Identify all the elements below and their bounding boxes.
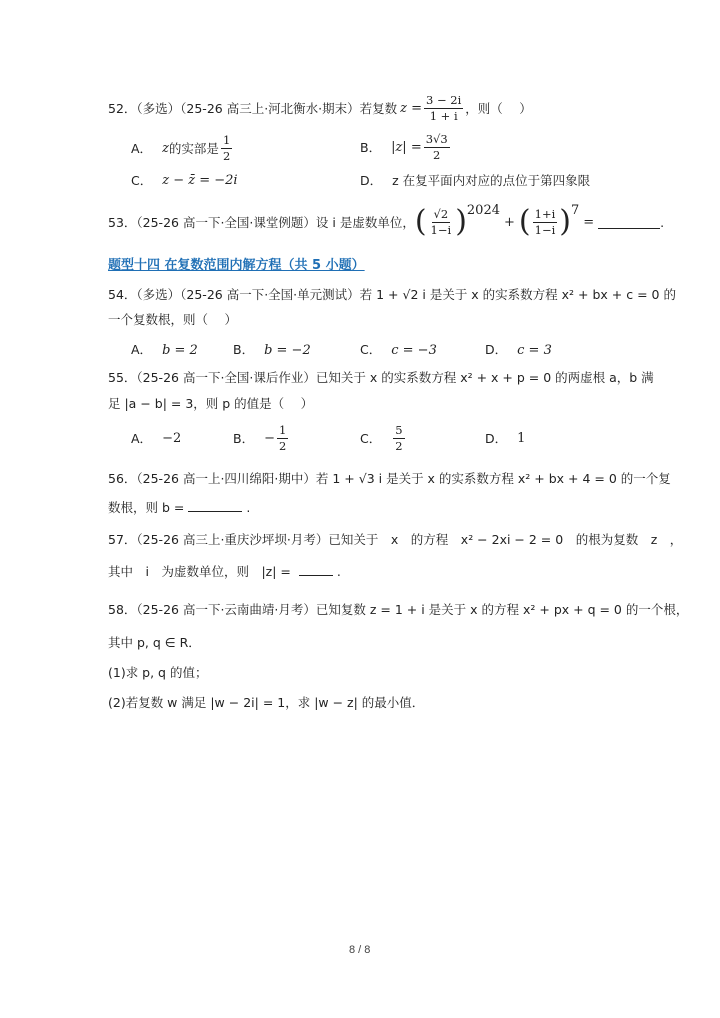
- q52-suffix: ，则（ ）: [465, 101, 532, 116]
- q54-d-label: D．: [485, 342, 508, 357]
- q52-z-eq: z =: [400, 100, 423, 116]
- q53-rparen-1: ): [455, 204, 467, 239]
- q52-b-lhs: |z| =: [391, 139, 422, 155]
- q52-option-d[interactable]: [360, 170, 590, 190]
- q52-d-text: z 在复平面内对应的点位于第四象限: [392, 173, 591, 188]
- q55-b-label: B．: [233, 431, 255, 446]
- q55-b-sign: −: [264, 430, 275, 446]
- q55-b-den: 2: [278, 438, 287, 453]
- q52-a-text: 的实部是: [168, 141, 219, 156]
- q53-rparen-2: ): [559, 204, 571, 239]
- q54-c-text: c = −3: [391, 343, 437, 358]
- q54-b-text: b = −2: [264, 343, 311, 358]
- q57-line-2-text: 其中 i 为虚数单位，则 |z| =: [108, 564, 291, 579]
- q52-a-den: 2: [222, 148, 231, 163]
- q52-b-den: 2: [433, 147, 441, 162]
- q54-d-text: c = 3: [517, 343, 552, 358]
- q55-a-label: A．: [131, 431, 153, 446]
- q57-end: .: [336, 564, 341, 579]
- q54-option-c[interactable]: [360, 340, 437, 358]
- q52-b-fraction: [424, 132, 450, 163]
- q53-exp-2: 7: [570, 203, 580, 218]
- q54-option-b[interactable]: [233, 340, 311, 358]
- q52-a-fraction: [221, 133, 232, 164]
- q56-end: .: [246, 500, 251, 515]
- q54-b-label: B．: [233, 342, 255, 357]
- q55-line-1: 55．（25-26 高一下·全国·课后作业）已知关于 x 的实系数方程 x² + x + p = 0 的两虚根 a，b 满: [108, 370, 654, 385]
- q58-line-1: 58．（25-26 高一下·云南曲靖·月考）已知复数 z = 1 + i 是关于 x 的方程 x² + px + q = 0 的一个根，: [108, 602, 689, 617]
- q53-answer-blank[interactable]: [598, 216, 660, 229]
- q52-a-var: z: [162, 140, 169, 156]
- q54-c-label: C．: [360, 342, 382, 357]
- q56-line-2-text: 数根，则 b =: [108, 500, 185, 515]
- q54-line-1: 54．（多选）（25-26 高一下·全国·单元测试）若 1 + √2 i 是关于 x 的实系数方程 x² + bx + c = 0 的: [108, 287, 676, 302]
- q53-end: .: [660, 214, 665, 230]
- q52-c-label: C．: [131, 173, 153, 188]
- q52-option-c[interactable]: [131, 170, 238, 190]
- q55-c-fraction: [393, 423, 404, 454]
- q57-answer-blank[interactable]: [299, 563, 333, 576]
- q55-option-d[interactable]: [485, 428, 525, 448]
- q56-line-1: 56．（25-26 高一上·四川绵阳·期中）若 1 + √3 i 是关于 x 的实系数方程 x² + bx + 4 = 0 的一个复: [108, 471, 671, 486]
- q53-lparen-2: (: [518, 204, 531, 239]
- q55-c-den: 2: [395, 438, 403, 453]
- q53-lparen-1: (: [414, 204, 427, 239]
- q52-numerator: 3 − 2i: [426, 92, 462, 107]
- q52-option-b[interactable]: [360, 129, 452, 165]
- q57-line-1: 57．（25-26 高三上·重庆沙坪坝·月考）已知关于 x 的方程 x² − 2xi − 2 = 0 的根为复数 z ，: [108, 532, 683, 547]
- q54-option-d[interactable]: [485, 340, 552, 358]
- section-heading: 题型十四 在复数范围内解方程（共 5 小题）: [108, 258, 365, 273]
- q58-sub-1: (1)求 p, q 的值；: [108, 665, 208, 680]
- q58-sub-2: (2)若复数 w 满足 |w − 2i| = 1，求 |w − z| 的最小值．: [108, 695, 425, 710]
- q52-prefix: 52．（多选）（25-26 高三上·河北衡水·期末）若复数: [108, 101, 398, 116]
- q55-b-fraction: [277, 423, 288, 454]
- q56-answer-blank[interactable]: [188, 499, 242, 512]
- q52-denominator: 1 + i: [429, 108, 458, 123]
- q55-a-text: −2: [162, 430, 182, 446]
- q53-exp-1: 2024: [466, 203, 500, 218]
- question-52: [108, 90, 532, 126]
- q55-option-a[interactable]: [131, 428, 181, 448]
- q54-a-label: A．: [131, 342, 153, 357]
- q53-f2-den: 1−i: [534, 222, 556, 237]
- page-number: 8 / 8: [349, 944, 371, 956]
- q53-fraction-1: [429, 207, 454, 238]
- q53-eq: =: [583, 214, 595, 230]
- q53-plus: +: [504, 214, 515, 230]
- q52-a-num: 1: [222, 132, 231, 147]
- q53-prefix: 53．（25-26 高一下·全国·课堂例题）设 i 是虚数单位，: [108, 215, 415, 230]
- q52-c-text: z − z̄ = −2i: [162, 172, 238, 188]
- q54-a-text: b = 2: [162, 343, 198, 358]
- q52-fraction: [424, 93, 463, 124]
- q55-c-num: 5: [395, 422, 403, 437]
- q53-f1-num: √2: [433, 206, 449, 221]
- q55-b-num: 1: [278, 422, 287, 437]
- q52-b-label: B．: [360, 140, 382, 155]
- q54-line-2: 一个复数根，则（ ）: [108, 312, 237, 327]
- q54-option-a[interactable]: [131, 340, 198, 358]
- q52-d-label: D．: [360, 173, 383, 188]
- question-53: [108, 201, 664, 243]
- q53-f1-den: 1−i: [430, 222, 452, 237]
- q55-d-text: 1: [517, 430, 526, 446]
- q53-f2-num: 1+i: [534, 206, 556, 221]
- q55-option-c[interactable]: [360, 420, 407, 456]
- q52-b-num: 3√3: [425, 131, 448, 146]
- q57-line-2: [108, 562, 341, 580]
- q55-option-b[interactable]: [233, 420, 290, 456]
- q53-fraction-2: [533, 207, 558, 238]
- q52-a-label: A．: [131, 141, 153, 156]
- q56-line-2: [108, 498, 250, 516]
- q55-line-2: 足 |a − b| = 3，则 p 的值是（ ）: [108, 396, 314, 411]
- q55-c-label: C．: [360, 431, 382, 446]
- q55-d-label: D．: [485, 431, 508, 446]
- q52-option-a[interactable]: [131, 133, 234, 163]
- q58-line-2: 其中 p, q ∈ R．: [108, 635, 201, 650]
